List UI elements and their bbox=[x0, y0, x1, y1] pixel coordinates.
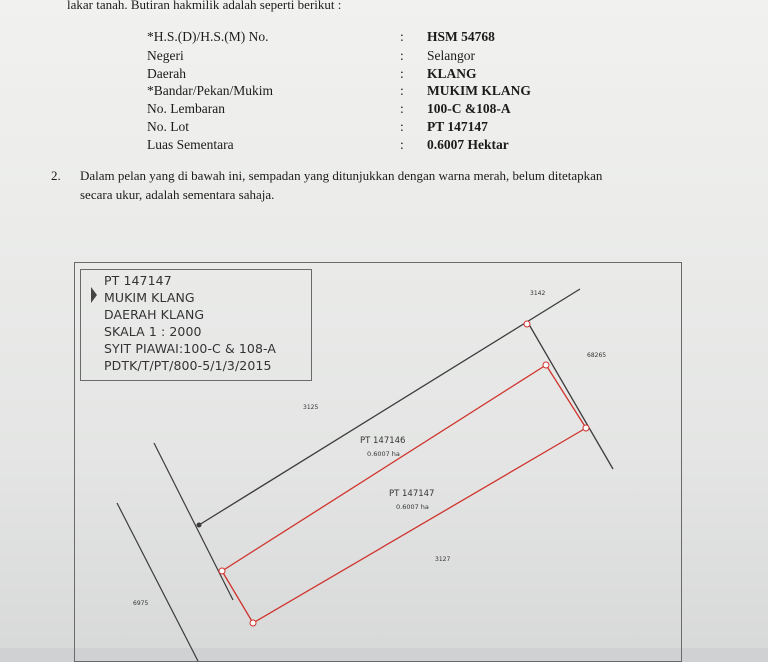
corner-marker bbox=[583, 425, 589, 431]
field-value-mukim: MUKIM KLANG bbox=[427, 83, 531, 98]
north-arrow-icon bbox=[91, 287, 97, 303]
paragraph-line-2: secara ukur, adalah sementara sahaja. bbox=[80, 187, 275, 202]
paragraph-number: 2. bbox=[51, 168, 61, 183]
red-boundary-line bbox=[222, 365, 546, 571]
colon-separator: : bbox=[400, 101, 404, 116]
colon-separator: : bbox=[400, 29, 404, 44]
lot-number-mark: 6975 bbox=[133, 600, 149, 607]
field-label-hs-no: *H.S.(D)/H.S.(M) No. bbox=[147, 29, 269, 44]
colon-separator: : bbox=[400, 119, 404, 134]
site-plan bbox=[74, 262, 682, 662]
corner-marker bbox=[543, 362, 549, 368]
lot-number-mark: 3142 bbox=[530, 290, 546, 297]
colon-separator: : bbox=[400, 48, 404, 63]
corner-marker bbox=[219, 568, 225, 574]
east-boundary-line bbox=[527, 321, 613, 469]
plan-legend bbox=[80, 269, 312, 381]
field-value-luas: 0.6007 Hektar bbox=[427, 137, 509, 152]
legend-reference: PDTK/T/PT/800-5/1/3/2015 bbox=[104, 358, 272, 373]
field-label-bandar-pekan-mukim: *Bandar/Pekan/Mukim bbox=[147, 83, 273, 98]
corner-marker bbox=[524, 321, 530, 327]
field-label-negeri: Negeri bbox=[147, 48, 184, 63]
red-boundary-line bbox=[222, 571, 253, 623]
colon-separator: : bbox=[400, 137, 404, 152]
corner-marker bbox=[197, 523, 202, 528]
lot-id-label: PT 147146 bbox=[360, 436, 406, 446]
field-value-no-lot: PT 147147 bbox=[427, 119, 488, 134]
paragraph-line-1: Dalam pelan yang di bawah ini, sempadan yang ditunjukkan dengan warna merah, belum ditetapkan bbox=[80, 168, 603, 183]
field-label-no-lot: No. Lot bbox=[147, 119, 189, 134]
lot-area-label: 0.6007 ha bbox=[396, 503, 429, 511]
lot-number-mark: 68265 bbox=[587, 352, 607, 359]
field-label-daerah: Daerah bbox=[147, 66, 186, 81]
lot-area-label: 0.6007 ha bbox=[367, 450, 400, 458]
intro-text: lakar tanah. Butiran hakmilik adalah seperti berikut : bbox=[67, 0, 342, 12]
lot-number-mark: 3127 bbox=[435, 556, 451, 563]
colon-separator: : bbox=[400, 83, 404, 98]
field-value-no-lembaran: 100-C &108-A bbox=[427, 101, 511, 116]
legend-scale: SKALA 1 : 2000 bbox=[104, 324, 202, 339]
legend-sheet: SYIT PIAWAI:100-C & 108-A bbox=[104, 341, 277, 356]
legend-lot: PT 147147 bbox=[104, 273, 172, 288]
legend-daerah: DAERAH KLANG bbox=[104, 307, 205, 322]
field-label-no-lembaran: No. Lembaran bbox=[147, 101, 225, 116]
field-value-daerah: KLANG bbox=[427, 66, 477, 81]
road-edge-line bbox=[117, 503, 199, 662]
colon-separator: : bbox=[400, 66, 404, 81]
field-value-hs-no: HSM 54768 bbox=[427, 29, 495, 44]
field-value-negeri: Selangor bbox=[427, 48, 475, 63]
legend-mukim: MUKIM KLANG bbox=[104, 290, 195, 305]
lot-id-label: PT 147147 bbox=[389, 489, 435, 499]
corner-marker bbox=[250, 620, 256, 626]
lot-number-mark: 3125 bbox=[303, 404, 319, 411]
field-label-luas-sementara: Luas Sementara bbox=[147, 137, 234, 152]
red-boundary-line bbox=[546, 365, 586, 428]
west-boundary-line bbox=[154, 443, 233, 600]
red-boundary-line bbox=[253, 428, 586, 623]
